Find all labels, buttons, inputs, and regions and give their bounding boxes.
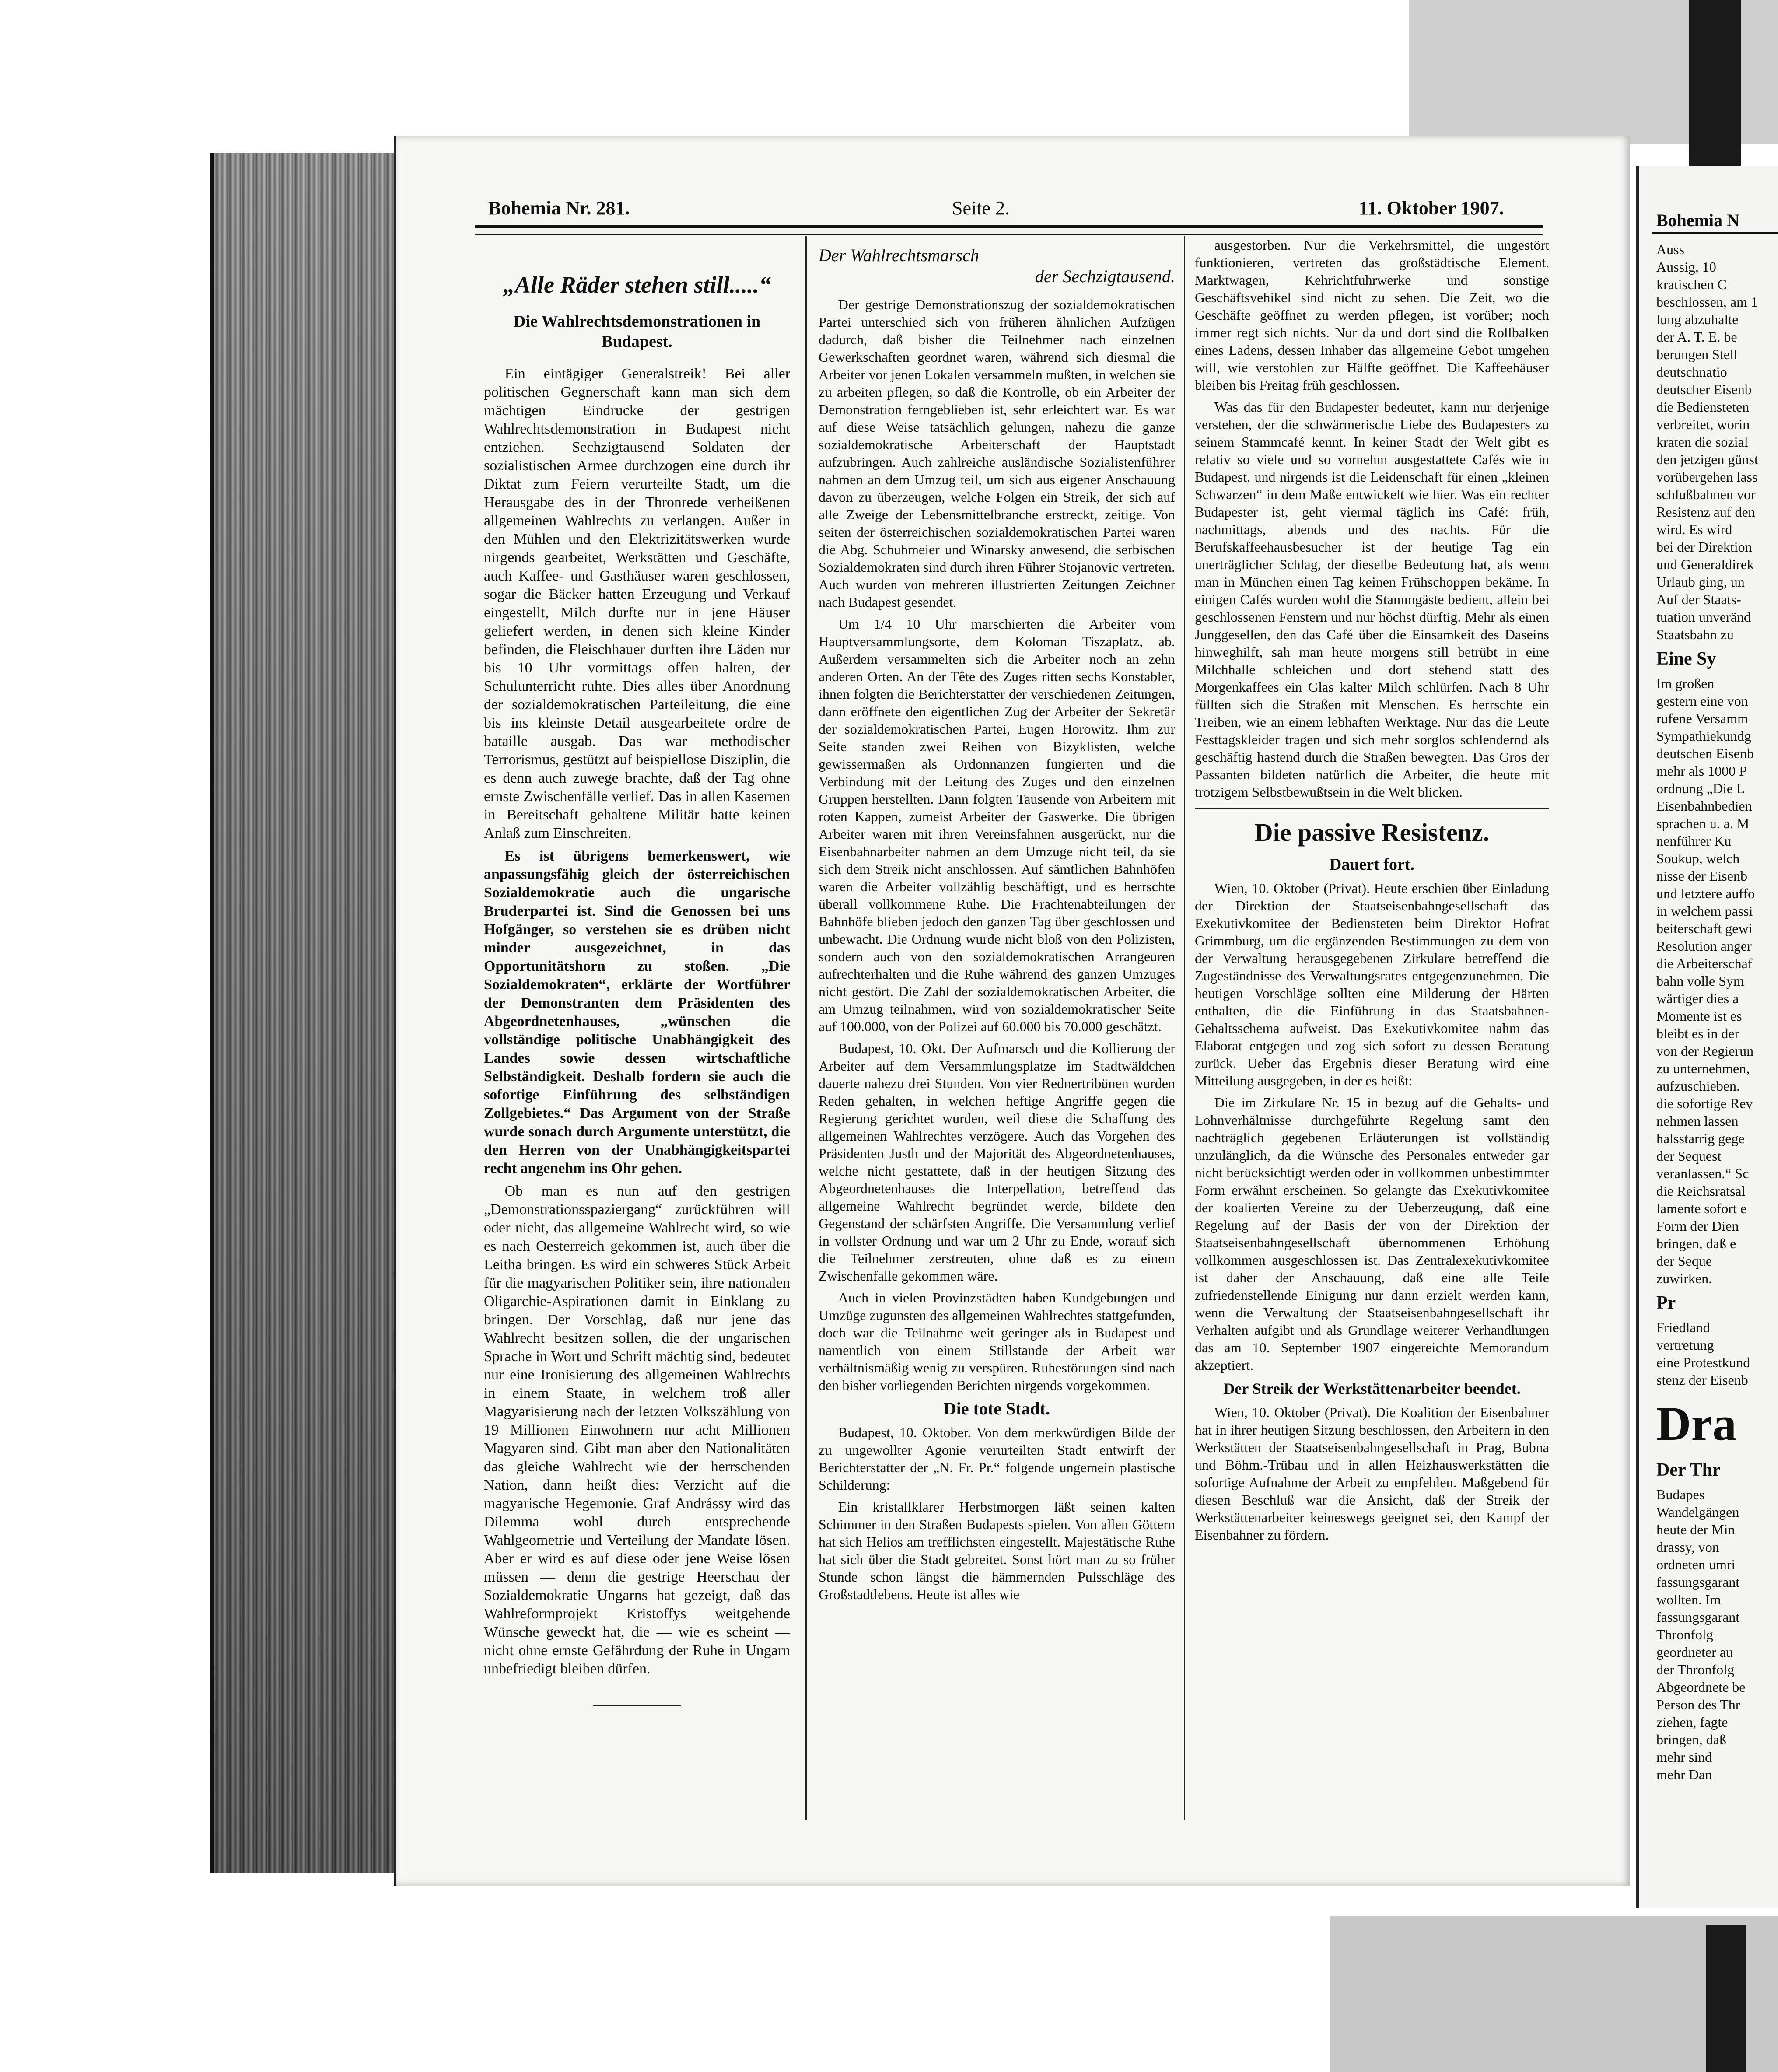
article-paragraph: Der gestrige Demonstrationszug der sozialdemokratischen Partei unterschied sich von früheren ähnlichen Aufzügen dadurch, daß bisher die Teilnehmer nach einzelnen Gewerkschaften geordnet waren, während sich diesmal die Arbeiter vor jenen Lokalen versammeln mußten, in welchen sie zu arbeiten pflegen, so daß die Kontrolle, ob ein Arbeiter der Demonstration ferngeblieben ist, sehr erleichtert war. Es war auf diese Weise tatsächlich gelungen, nahezu die ganze sozialdemokratische Arbeiterschaft der Hauptstadt aufzubringen. Auch zahlreiche ausländische Sozialistenführer nahmen an dem Umzug teil, um sich aus eigener Anschauung davon zu überzeugen, welche Folgen ein Streik, der sich auf alle Zweige der Lebensmittelbranche erstreckt, zeitige. Von seiten der österreichischen sozialdemokratischen Partei waren die Abg. Schuhmeier und Winarsky anwesend, die serbischen Sozialdemokraten sind durch ihren Führer Stojanovic vertreten. Auch wurden von mehreren illustrierten Zeitungen Zeichner nach Budapest gesendet. (819, 297, 1175, 610)
next-page-line: tuation unveränd (1656, 609, 1751, 625)
page-header (475, 197, 1538, 228)
next-page-line: Resolution anger (1656, 938, 1752, 954)
next-page-line: Auss (1656, 242, 1685, 257)
next-page-line: zuwirken. (1656, 1270, 1712, 1286)
header-newspaper-name: Bohemia Nr. 281. (488, 197, 630, 219)
next-page-line: deutschnatio (1656, 364, 1727, 380)
article-paragraph: Budapest, 10. Okt. Der Aufmarsch und die Kollierung der Arbeiter auf dem Versammlungsplatze im Stadtwäldchen dauerte nahezu drei Stunden. Von vier Rednertribünen wurden Reden gehalten, in welchen heftige Angriffe gegen die Regierung gerichtet wurden, weil diese die Schaffung des allgemeinen Wahlrechtes verzögere. Auch das Vorgehen des Präsidenten Justh und der Majorität des Abgeordnetenhauses, welche nicht gestattete, daß in der heutigen Sitzung des Abgeordnetenhauses die Interpellation, betreffend das allgemeine Wahlrecht begründet werde, bildete den Gegenstand der schärfsten Angriffe. Die Versammlung verlief in vollster Ordnung und war um 2 Uhr zu Ende, worauf sich die Teilnehmer zerstreuten, ohne daß es zu einem Zwischenfalle gekommen wäre. (819, 1040, 1175, 1284)
next-page-line: nehmen lassen (1656, 1113, 1739, 1129)
next-page-fragment (1636, 166, 1778, 1908)
next-page-line: vorübergehen lass (1656, 469, 1758, 485)
article-paragraph: Auch in vielen Provinzstädten haben Kundgebungen und Umzüge zugunsten des allgemeinen Wahlrechtes stattgefunden, doch war die Teilnahme weit geringer als in Budapest und namentlich von einem Stillstande der Arbeit war verhältnismäßig wenig zu verspüren. Ruhestörungen sind nach den bisher vorliegenden Berichten nirgends vorgekommen. (819, 1290, 1175, 1393)
next-page-line: und letztere auffo (1656, 886, 1755, 901)
article-paragraph: Wien, 10. Oktober (Privat). Heute erschien über Einladung der Direktion der Staatseisenbahngesellschaft das Exekutivkomitee der Bediensteten beim Direktor Hofrat Grimmburg, um die ergänzenden Bestimmungen zu dem von der Verwaltung herausgegebenen Zirkulare betreffend die Zugeständnisse des Verwaltungsrates entgegenzunehmen. Die heutigen Vorschläge sollten eine Milderung der Härten enthalten, die die Einführung in das Staatsbahnen-Gehaltsschema aufweist. Das Exekutivkomitee nahm das Elaborat entgegen und zog sich sofort zu dessen Beratung zurück. Ueber das Ergebnis dieser Beratung wird eine Mitteilung ausgegeben, in der es heißt: (1195, 880, 1549, 1088)
next-page-line: der Sequest (1656, 1148, 1722, 1164)
next-page-heading: Eine Sy (1656, 649, 1716, 669)
article-paragraph: Um 1/4 10 Uhr marschierten die Arbeiter vom Hauptversammlungsorte, dem Koloman Tiszaplatz, ab. Außerdem versammelten sich die Arbeiter noch an zehn anderen Orten. An der Tête des Zuges ritten sechs Konstabler, ihnen folgten die Berichterstatter der verschiedenen Zeitungen, dann eröffnete den eigentlichen Zug der Arbeiter der Sekretär der sozialdemokratischen Partei, Eugen Horowitz. Ihm zur Seite standen zwei Reihen von Bizyklisten, welche gewissermaßen als Ordonnanzen fungierten und die Verbindung mit der Leitung des Zuges und den einzelnen Gruppen herstellten. Dann folgten Tausende von Arbeitern mit roten Kappen, zumeist Arbeiter der Gaswerke. Die übrigen Arbeiter waren mit ihren Vereinsfahnen ausgerückt, nur die Eisenbahnarbeiter nahmen an dem Umzuge nicht teil, da sie sich dem Streik nicht anschlossen. Auf sämtlichen Bahnhöfen waren die Arbeiter vollzählig beschäftigt, und es herrschte überall vollkommene Ruhe. Die Frachtenabteilungen der Bahnhöfe blieben jedoch den ganzen Tag über geschlossen und unbewacht. Die Ordnung wurde nicht bloß von den Polizisten, sondern auch von den sozialdemokratischen Arrangeuren aufrechterhalten und die Ruhe während des ganzen Umzuges nicht gestört. Die Zahl der sozialdemokratischen Arbeiter, die am Umzug teilnahmen, wird von sozialdemokratischer Seite auf 100.000, von der Polizei auf 60.000 bis 70.000 geschätzt. (819, 616, 1175, 1034)
next-page-line: Eisenbahnbedien (1656, 798, 1752, 814)
next-page-line: die sofortige Rev (1656, 1096, 1753, 1111)
next-page-line: kratischen C (1656, 276, 1727, 292)
next-page-line: die Reichsratsal (1656, 1183, 1746, 1199)
next-page-line: ziehen, fagte (1656, 1714, 1728, 1730)
next-page-line: von der Regierun (1656, 1043, 1754, 1059)
next-page-line: drassy, von (1656, 1539, 1719, 1555)
scan-mark-top-right (1689, 0, 1741, 166)
next-page-line: nisse der Eisenb (1656, 868, 1747, 884)
article-paragraph: Was das für den Budapester bedeutet, kann nur derjenige verstehen, der die schwärmerische Liebe des Budapesters zu seinem Stammcafé kennt. In keiner Stadt der Welt gibt es relativ so viele und so vornehm ausgestattete Cafés wie in Budapest, und nirgends ist die Leidenschaft für einen „kleinen Schwarzen“ in dem Maße entwickelt wie hier. Was ein rechter Budapester ist, geht viermal täglich ins Café: früh, nachmittags, abends und des nachts. Für die Berufskaffeehausbesucher ist der heutige Tag ein unerträglicher Schlag, der dieselbe Bedeutung hat, als wenn man in München einen Tag keinen Frühschoppen bekäme. In einigen Cafés wurden wohl die Stammgäste bedient, allein bei geschlossenen Fenstern und nur höchst dürftig. Mehr als einen Junggesellen, den das Café über die Einsamkeit des Daseins hinweghilft, sah man heute morgens still betrübt in eine Milchhalle schleichen und dort stehend statt des Morgenkaffees ein Glas kalter Milch schlürfen. Nach 8 Uhr füllten sich die Straßen mit Menschen. Es herrschte ein Treiben, wie an einem lebhaften Werktage. Nur das die Leute Festtagskleider tragen und sich mehr sorglos schlendernd als geschäftig hastend durch die Straßen bewegten. Das Gros der Passanten bildeten natürlich die Arbeiter, die heute mit trotzigem Selbstbewußtsein in die Welt blicken. (1195, 399, 1549, 800)
next-page-line: Staatsbahn zu (1656, 626, 1734, 642)
article-title-line-1: Der Wahlrechtsmarsch (819, 245, 980, 265)
article-title-line-2: der Sechzigtausend. (1035, 266, 1175, 286)
next-page-line: wird. Es wird (1656, 522, 1732, 537)
next-page-line: eine Protestkund (1656, 1354, 1750, 1370)
article-paragraph: Ein eintägiger Generalstreik! Bei aller politischen Gegnerschaft kann man sich dem mächtigen Eindrucke der gestrigen Wahlrechtsdemonstration in Budapest nicht entziehen. Sechzigtausend Soldaten der sozialistischen Armee durchzogen eine durch ihr Diktat zum Feiern verurteilte Stadt, um die Herausgabe des in der Thronrede verheißenen allgemeinen Wahlrechts zu verlangen. Außer in den Mühlen und den Elektrizitätswerken wurde nirgends gearbeitet, Werkstätten und Geschäfte, auch Kaffee- und Gasthäuser waren geschlossen, sogar die Bäcker hatten Erzeugung und Verkauf eingestellt, Milch durfte nur in jene Häuser geliefert werden, in denen sich kleine Kinder befinden, die Fleischhauer durften ihre Läden nur bis 10 Uhr vormittags offen halten, der Schulunterricht ruhte. Dies alles über Anordnung der sozialdemokratischen Parteileitung, die eine bis ins kleinste Detail ausgearbeitete ordre de bataille ausgab. Das war methodischer Terrorismus, gestützt auf beispiellose Disziplin, die es denn auch zuwege brachte, daß der Tag ohne ernste Zwischenfälle verlief. Das in allen Kasernen in Bereitschaft gehaltene Militär hatte keinen Anlaß zum Einschreiten. (484, 366, 790, 841)
column-rule (1184, 236, 1185, 1820)
next-page-line: bringen, daß e (1656, 1236, 1736, 1251)
next-page-line: Sympathiekundg (1656, 728, 1751, 744)
next-page-line: fassungsgarant (1656, 1609, 1740, 1625)
next-page-line: Im großen (1656, 676, 1715, 691)
next-page-line: vertretung (1656, 1337, 1714, 1353)
next-page-line: Auf der Staats- (1656, 592, 1741, 607)
next-page-line: nenführer Ku (1656, 833, 1732, 849)
next-page-text (1656, 241, 1778, 1783)
next-page-line: deutschen Eisenb (1656, 746, 1754, 761)
next-page-line: wärtiger dies a (1656, 990, 1739, 1006)
article-title: „Alle Räder stehen still.....“ (503, 272, 771, 298)
article-paragraph: Budapest, 10. Oktober. Von dem merkwürdigen Bilde der zu ungewollter Agonie verurteilten Stadt entwirft der Berichterstatter der „N. Fr. Pr.“ folgende ungemein plastische Schilderung: (819, 1424, 1175, 1493)
next-page-line: der A. T. E. be (1656, 329, 1737, 345)
next-page-line: zu unternehmen, (1656, 1060, 1750, 1076)
section-heading: Die tote Stadt. (943, 1399, 1050, 1418)
next-page-line: mehr als 1000 P (1656, 763, 1747, 779)
next-page-line: bringen, daß (1656, 1732, 1726, 1747)
next-page-line: bahn volle Sym (1656, 973, 1744, 989)
column-1 (484, 236, 790, 1833)
next-page-heading: Der Thr (1656, 1460, 1721, 1480)
next-page-line: Form der Dien (1656, 1218, 1739, 1234)
next-page-header: Bohemia N (1656, 210, 1740, 230)
next-page-line: mehr sind (1656, 1749, 1712, 1765)
next-page-line: verbreitet, worin (1656, 416, 1750, 432)
next-page-line: Resistenz auf den (1656, 504, 1755, 520)
next-page-line: Momente ist es (1656, 1008, 1742, 1024)
article-paragraph: Ein kristallklarer Herbstmorgen läßt seinen kalten Schimmer in den Straßen Budapests spielen. Von allen Göttern hat sich Helios am trefflichsten eingestellt. Majestätische Ruhe hat sich über die Stadt gebreitet. Sonst hört man zu so früher Stunde schon längst die hämmernden Pulsschläge des Großstadtlebens. Heute ist alles wie (819, 1499, 1175, 1602)
next-page-heading: Pr (1656, 1293, 1676, 1313)
header-rule (475, 225, 1543, 235)
next-page-line: veranlassen.“ Sc (1656, 1166, 1749, 1181)
next-page-line: die Arbeiterschaf (1656, 956, 1753, 971)
column-rule (805, 236, 807, 1820)
next-page-line: heute der Min (1656, 1522, 1735, 1537)
next-page-line: fassungsgarant (1656, 1574, 1740, 1590)
header-date: 11. Oktober 1907. (1359, 197, 1504, 219)
next-page-line: aufzuschieben. (1656, 1078, 1740, 1094)
section-separator (1195, 808, 1549, 809)
next-page-line: berungen Stell (1656, 346, 1738, 362)
next-page-line: Budapes (1656, 1487, 1705, 1502)
next-page-line: Thronfolg (1656, 1627, 1713, 1642)
next-page-line: deutscher Eisenb (1656, 382, 1752, 397)
next-page-line: mehr Dan (1656, 1767, 1712, 1782)
next-page-line: ordnung „Die L (1656, 780, 1745, 796)
column-3 (1195, 236, 1549, 1820)
article-paragraph: Es ist übrigens bemerkenswert, wie anpassungsfähig gleich der österreichischen Sozialdemokratie auch die ungarische Bruderpartei ist. Sind die Genossen bei uns Hofgänger, so verstehen sie es drüben nicht minder ausgezeichnet, in das Opportunitätshorn zu stoßen. „Die Sozialdemokraten“, erklärte der Wortführer der Demonstranten dem Präsidenten des Abgeordnetenhauses, „wünschen die vollständige politische Unabhängigkeit des Landes sowie dessen wirtschaftliche Selbständigkeit. Deshalb fordern sie auch die sofortige Einführung des selbständigen Zollgebietes.“ Das Argument von der Straße wurde sonach durch Argumente unterstützt, die den Herren von der Unabhängigkeitspartei recht angenehm ins Ohr gehen. (484, 848, 790, 1176)
next-page-line: halsstarrig gege (1656, 1130, 1745, 1146)
column-2 (819, 236, 1175, 1820)
next-page-line: Urlaub ging, un (1656, 574, 1745, 590)
article-paragraph: Ob man es nun auf den gestrigen „Demonstrationsspaziergang“ zurückführen will oder nicht, das allgemeine Wahlrecht wird, so wie es nach Oesterreich gekommen ist, auch über die Leitha bringen. Es wird ein schweres Stück Arbeit für die magyarischen Politiker sein, ihre nationalen Oligarchie-Aspirationen damit in Einklang zu bringen. Der Vorschlag, daß nur jene das Wahlrecht besitzen sollen, die der ungarischen Sprache in Wort und Schrift mächtig sind, bedeutet nur eine Ironisierung des allgemeinen Wahlrechts in einem Staate, in welchem troß aller Magyarisierung nach der letzten Volkszählung von 19 Millionen Einwohnern nur acht Millionen Magyaren sind. Gibt man aber den Nationalitäten das gleiche Wahlrecht wie der herrschenden Nation, dann heißt dies: Verzicht auf die magyarische Hegemonie. Graf Andrássy wird das Dilemma wohl durch entsprechende Wahlgeometrie und Verteilung der Mandate lösen. Aber er wird es auf diese oder jene Weise lösen müssen — denn die gestrige Heerschau der Sozialdemokratie Ungarns hat gezeigt, daß das Wahlreformprojekt Kristoffys weitgehende Wünsche geweckt hat, die — wie es scheint — nicht ohne ernste Gefährdung der Ruhe in Ungarn unbefriedigt bleiben dürfen. (484, 1183, 790, 1677)
next-page-line: und Generaldirek (1656, 556, 1754, 572)
next-page-line: ordneten umri (1656, 1557, 1736, 1572)
next-page-line: Friedland (1656, 1320, 1710, 1335)
next-page-line: die Bediensteten (1656, 399, 1750, 415)
next-page-line: schlußbahnen vor (1656, 486, 1756, 502)
next-page-line: sprachen u. a. M (1656, 816, 1750, 831)
next-page-line: beschlossen, am 1 (1656, 294, 1758, 310)
next-page-line: bleibt es in der (1656, 1026, 1740, 1041)
article-end-rule (593, 1704, 681, 1706)
section-heading: Der Streik der Werkstättenarbeiter beendet. (1223, 1380, 1521, 1397)
next-page-line: Soukup, welch (1656, 850, 1740, 866)
next-page-line: kraten die sozial (1656, 434, 1748, 450)
book-page-edges (210, 153, 398, 1872)
next-page-line: Person des Thr (1656, 1697, 1740, 1712)
next-page-line: stenz der Eisenb (1656, 1372, 1748, 1388)
article-subtitle: Die Wahlrechtsdemonstrationen in Budapest. (513, 312, 761, 351)
next-page-line: lamente sofort e (1656, 1200, 1747, 1216)
next-page-heading: Dra (1656, 1397, 1737, 1450)
next-page-line: wollten. Im (1656, 1592, 1721, 1607)
next-page-line: den jetzigen günst (1656, 452, 1758, 467)
next-page-line: geordneter au (1656, 1644, 1733, 1660)
section-subheading: Dauert fort. (1329, 855, 1415, 874)
next-page-line: rufene Versamm (1656, 710, 1748, 726)
article-paragraph: ausgestorben. Nur die Verkehrsmittel, die ungestört funktionieren, vertreten das großstädtische Element. Marktwagen, Kehrichtfuhrwerke und sonstige Geschäftsvehikel sind nicht zu sehen. Die Zeit, wo die Geschäfte geöffnet zu werden pflegen, ist vorüber; noch immer regt sich nichts. Nur da und dort sind die Rollbalken eines Ladens, dessen Inhaber das allgemeine Gebot umgehen will, wie verstohlen zur Hälfte geöffnet. Die Kaffeehäuser bleiben bis Freitag früh geschlossen. (1195, 237, 1549, 393)
newspaper-page (394, 136, 1630, 1886)
next-page-line: Abgeordnete be (1656, 1679, 1746, 1695)
next-page-line: der Seque (1656, 1253, 1712, 1269)
next-page-line: der Thronfolg (1656, 1662, 1735, 1677)
header-page-number: Seite 2. (952, 197, 1010, 219)
next-page-line: lung abzuhalte (1656, 312, 1739, 327)
scan-mark-bottom (1706, 1925, 1746, 2072)
next-page-line: bei der Direktion (1656, 539, 1752, 555)
next-page-line: in welchem passi (1656, 903, 1753, 919)
section-heading: Die passive Resistenz. (1254, 818, 1490, 847)
next-page-line: gestern eine von (1656, 693, 1748, 709)
next-page-line: beiterschaft gewi (1656, 920, 1753, 936)
next-page-line: Wandelgängen (1656, 1504, 1740, 1520)
next-page-line: Aussig, 10 (1656, 259, 1716, 275)
article-paragraph: Wien, 10. Oktober (Privat). Die Koalition der Eisenbahner hat in ihrer heutigen Sitzung beschlossen, den Arbeitern in den Werkstätten der Staatseisenbahngesellschaft in Prag, Bubna und Böhm.-Trübau und in allen Heizhauswerkstätten die sofortige Aufnahme der Arbeit zu empfehlen. Maßgebend für diesen Beschluß war die Ansicht, daß der Streik der Werkstättenarbeiter keineswegs geeignet sei, den Kampf der Eisenbahner zu fördern. (1195, 1404, 1549, 1543)
next-page-header-rule (1652, 232, 1778, 234)
article-paragraph: Die im Zirkulare Nr. 15 in bezug auf die Gehalts- und Lohnverhältnisse durchgeführte Regelung samt den nachträglich gegebenen Erläuterungen ist vollständig unzulänglich, da die Wünsche des Personales entweder gar nicht berücksichtigt werden oder in vollkommen unbestimmter Form erwähnt erscheinen. So gelangte das Exekutivkomitee der koalierten Vereine zu der Ueberzeugung, daß eine Regelung auf der Basis der von der Direktion der Staatseisenbahngesellschaft übernommenen Erhöhung vollkommen ausgeschlossen ist. Das Zentralexekutivkomitee ist daher der Anschauung, daß eine alle Teile zufriedenstellende Einigung nur dann erzielt werden kann, wenn die Verwaltung der Staatseisenbahngesellschaft ihr Verhalten aufgibt und als Grundlage weiterer Verhandlungen das am 10. September 1907 eingereichte Memorandum akzeptiert. (1195, 1095, 1549, 1373)
